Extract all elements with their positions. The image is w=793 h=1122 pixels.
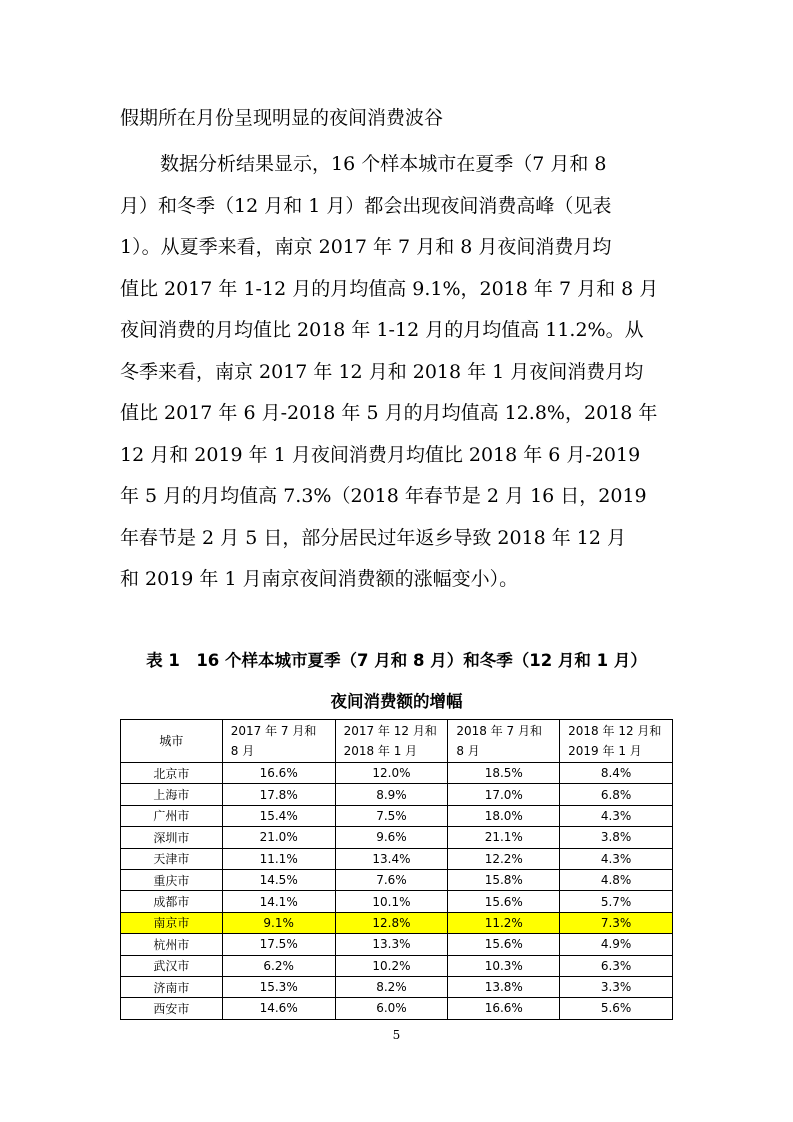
table-row bbox=[121, 955, 673, 976]
value-cell: 7.6% bbox=[335, 869, 448, 890]
table-header-row bbox=[121, 720, 673, 763]
city-cell: 天津市 bbox=[121, 848, 223, 869]
value-cell: 9.1% bbox=[222, 912, 335, 933]
city-cell: 西安市 bbox=[121, 998, 223, 1019]
paragraph-line: 和 2019 年 1 月南京夜间消费额的涨幅变小）。 bbox=[120, 568, 519, 590]
city-cell: 成都市 bbox=[121, 891, 223, 912]
city-cell: 杭州市 bbox=[121, 934, 223, 955]
value-cell: 4.3% bbox=[560, 805, 673, 826]
city-cell: 武汉市 bbox=[121, 955, 223, 976]
table-row-highlighted bbox=[121, 912, 673, 933]
table-row bbox=[121, 934, 673, 955]
paragraph-line: 数据分析结果显示，16 个样本城市在夏季（7 月和 8 bbox=[160, 153, 607, 175]
table-row bbox=[121, 998, 673, 1019]
value-cell: 6.8% bbox=[560, 784, 673, 805]
value-cell: 15.4% bbox=[222, 805, 335, 826]
column-header: 2017 年 12 月和 2018 年 1 月 bbox=[335, 720, 448, 763]
table-row bbox=[121, 784, 673, 805]
value-cell: 14.6% bbox=[222, 998, 335, 1019]
body-paragraph bbox=[120, 144, 680, 601]
value-cell: 6.2% bbox=[222, 955, 335, 976]
value-cell: 12.0% bbox=[335, 763, 448, 784]
value-cell: 15.8% bbox=[448, 869, 560, 890]
paragraph-line: 值比 2017 年 6 月-2018 年 5 月的月均值高 12.8%，2018 年 bbox=[120, 402, 658, 424]
value-cell: 13.4% bbox=[335, 848, 448, 869]
table-caption-subtitle: 夜间消费额的增幅 bbox=[330, 692, 463, 711]
value-cell: 18.0% bbox=[448, 805, 560, 826]
paragraph-line: 月）和冬季（12 月和 1 月）都会出现夜间消费高峰（见表 bbox=[120, 194, 612, 217]
value-cell: 14.1% bbox=[222, 891, 335, 912]
value-cell: 7.3% bbox=[560, 912, 673, 933]
table-row bbox=[121, 805, 673, 826]
value-cell: 17.8% bbox=[222, 784, 335, 805]
value-cell: 6.0% bbox=[335, 998, 448, 1019]
value-cell: 12.2% bbox=[448, 848, 560, 869]
table-row bbox=[121, 848, 673, 869]
value-cell: 7.5% bbox=[335, 805, 448, 826]
city-cell: 南京市 bbox=[121, 912, 223, 933]
value-cell: 4.3% bbox=[560, 848, 673, 869]
paragraph-line: 夜间消费的月均值比 2018 年 1-12 月的月均值高 11.2%。从 bbox=[120, 319, 644, 341]
city-cell: 广州市 bbox=[121, 805, 223, 826]
value-cell: 18.5% bbox=[448, 763, 560, 784]
paragraph-line: 冬季来看，南京 2017 年 12 月和 2018 年 1 月夜间消费月均 bbox=[120, 360, 644, 383]
value-cell: 5.7% bbox=[560, 891, 673, 912]
column-header: 2017 年 7 月和 8 月 bbox=[222, 720, 335, 763]
value-cell: 16.6% bbox=[222, 763, 335, 784]
city-cell: 重庆市 bbox=[121, 869, 223, 890]
column-header: 2018 年 7 月和 8 月 bbox=[448, 720, 560, 763]
value-cell: 11.2% bbox=[448, 912, 560, 933]
value-cell: 3.8% bbox=[560, 827, 673, 848]
growth-table bbox=[120, 719, 673, 1020]
column-header: 2018 年 12 月和 2019 年 1 月 bbox=[560, 720, 673, 763]
value-cell: 4.8% bbox=[560, 869, 673, 890]
page-number: 5 bbox=[392, 1028, 401, 1042]
value-cell: 10.3% bbox=[448, 955, 560, 976]
paragraph-line: 年春节是 2 月 5 日，部分居民过年返乡导致 2018 年 12 月 bbox=[120, 526, 627, 549]
paragraph-line: 12 月和 2019 年 1 月夜间消费月均值比 2018 年 6 月-2019 bbox=[120, 443, 641, 466]
value-cell: 17.5% bbox=[222, 934, 335, 955]
value-cell: 12.8% bbox=[335, 912, 448, 933]
city-cell: 上海市 bbox=[121, 784, 223, 805]
value-cell: 8.2% bbox=[335, 976, 448, 997]
value-cell: 10.1% bbox=[335, 891, 448, 912]
value-cell: 10.2% bbox=[335, 955, 448, 976]
value-cell: 15.6% bbox=[448, 934, 560, 955]
table-row bbox=[121, 869, 673, 890]
value-cell: 21.0% bbox=[222, 827, 335, 848]
value-cell: 6.3% bbox=[560, 955, 673, 976]
value-cell: 13.8% bbox=[448, 976, 560, 997]
value-cell: 3.3% bbox=[560, 976, 673, 997]
value-cell: 9.6% bbox=[335, 827, 448, 848]
value-cell: 11.1% bbox=[222, 848, 335, 869]
table-row bbox=[121, 976, 673, 997]
city-cell: 深圳市 bbox=[121, 827, 223, 848]
paragraph-line: 1）。从夏季来看，南京 2017 年 7 月和 8 月夜间消费月均 bbox=[120, 236, 612, 258]
city-column-header: 城市 bbox=[121, 720, 223, 763]
table-row bbox=[121, 763, 673, 784]
value-cell: 14.5% bbox=[222, 869, 335, 890]
paragraph-line: 年 5 月的月均值高 7.3%（2018 年春节是 2 月 16 日，2019 bbox=[120, 485, 647, 507]
value-cell: 13.3% bbox=[335, 934, 448, 955]
table-caption: 表 1 16 个样本城市夏季（7 月和 8 月）和冬季（12 月和 1 月） bbox=[146, 651, 647, 670]
table-row bbox=[121, 827, 673, 848]
value-cell: 8.9% bbox=[335, 784, 448, 805]
value-cell: 5.6% bbox=[560, 998, 673, 1019]
city-cell: 济南市 bbox=[121, 976, 223, 997]
value-cell: 15.3% bbox=[222, 976, 335, 997]
section-heading: 假期所在月份呈现明显的夜间消费波谷 bbox=[120, 107, 444, 129]
table-row bbox=[121, 891, 673, 912]
value-cell: 15.6% bbox=[448, 891, 560, 912]
value-cell: 21.1% bbox=[448, 827, 560, 848]
value-cell: 4.9% bbox=[560, 934, 673, 955]
value-cell: 16.6% bbox=[448, 998, 560, 1019]
value-cell: 8.4% bbox=[560, 763, 673, 784]
city-cell: 北京市 bbox=[121, 763, 223, 784]
paragraph-line: 值比 2017 年 1-12 月的月均值高 9.1%，2018 年 7 月和 8 月 bbox=[120, 277, 659, 300]
value-cell: 17.0% bbox=[448, 784, 560, 805]
